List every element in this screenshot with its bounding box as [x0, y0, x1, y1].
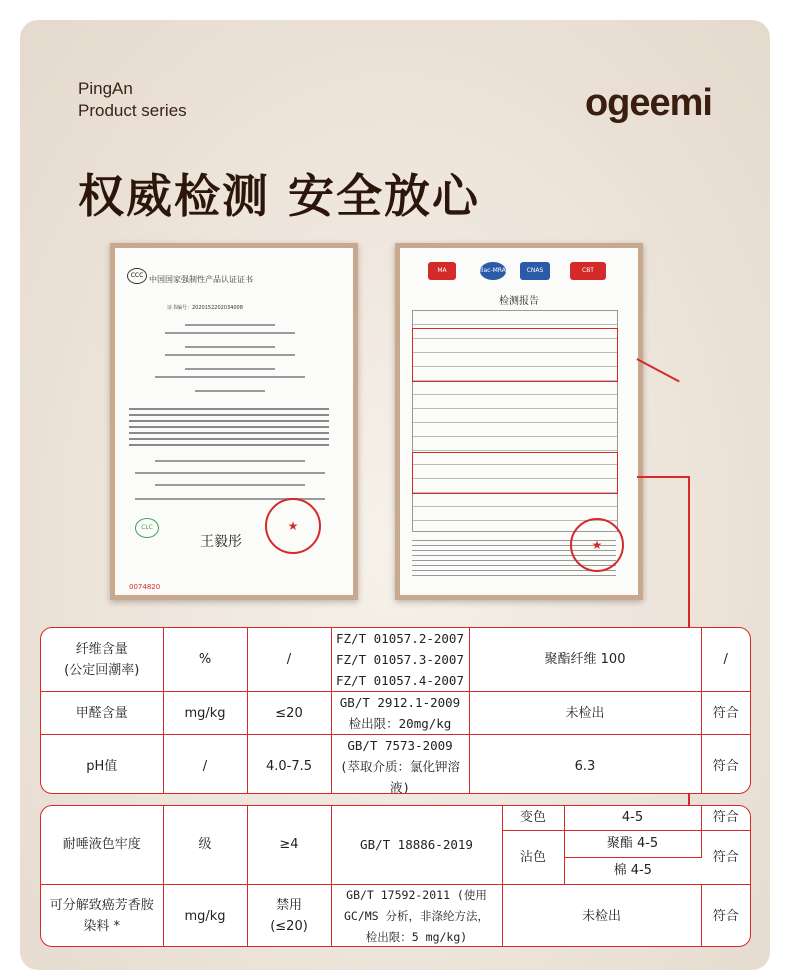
- judge-cell: 符合: [701, 830, 750, 884]
- report-frame: [395, 243, 643, 600]
- table-row: [41, 806, 750, 830]
- certificate-frame: [110, 243, 358, 600]
- text-line: [155, 484, 305, 486]
- result-cell: 聚酯 4-5: [564, 830, 701, 857]
- connector-line: [637, 476, 689, 478]
- test-results-table-2: [40, 805, 751, 947]
- test-results-table-1: [40, 627, 751, 794]
- judge-cell: 符合: [701, 735, 750, 795]
- method-cell: GB/T 18886-2019: [331, 806, 502, 884]
- certificate-title: 中国国家强制性产品认证证书: [149, 275, 253, 284]
- result-cell: 4-5: [564, 806, 701, 830]
- series-subtitle: Product series: [78, 101, 187, 120]
- text-line: [185, 346, 275, 348]
- method-cell: GB/T 7573-2009 (萃取介质：氯化钾溶液): [331, 735, 469, 795]
- limit-cell: ≤20: [247, 692, 331, 735]
- cma-logo-icon: MA: [428, 262, 456, 280]
- table-row: [41, 884, 750, 947]
- table-row: [41, 735, 750, 795]
- table-row: [41, 692, 750, 735]
- certificate-number: 证书编号：2020152202034008: [167, 305, 243, 311]
- limit-cell: 4.0-7.5: [247, 735, 331, 795]
- clc-logo-icon: CLC: [135, 518, 159, 538]
- judge-cell: 符合: [701, 692, 750, 735]
- highlight-box: [412, 328, 618, 382]
- brand-logo: ogeemi: [584, 82, 712, 124]
- page-headline: 权威检测 安全放心: [78, 169, 481, 223]
- limit-cell: /: [247, 628, 331, 692]
- text-line: [165, 354, 295, 356]
- text-line: [165, 332, 295, 334]
- certificate-serial: 0074820: [129, 583, 161, 591]
- official-seal-icon: [265, 498, 321, 554]
- method-cell: GB/T 17592-2011 (使用 GC/MS 分析，非涤纶方法， 检出限：5 mg/kg): [331, 884, 502, 947]
- unit-cell: mg/kg: [163, 692, 247, 735]
- text-line: [135, 472, 325, 474]
- signature: 王毅彤: [200, 534, 242, 550]
- result-cell: 未检出: [502, 884, 701, 947]
- result-cell: 聚酯纤维 100: [469, 628, 701, 692]
- judge-cell: 符合: [701, 806, 750, 830]
- table-row: [41, 628, 750, 692]
- test-seal-icon: [570, 518, 624, 572]
- report-paper: [400, 248, 638, 595]
- cbt-logo-icon: CBT: [570, 262, 606, 280]
- unit-cell: 级: [163, 806, 247, 884]
- item-cell: pH值: [41, 735, 163, 795]
- ilac-logo-icon: ilac-MRA: [480, 262, 506, 280]
- model-list-block: [129, 408, 329, 448]
- result-cell: 6.3: [469, 735, 701, 795]
- method-cell: GB/T 2912.1-2009 检出限：20mg/kg: [331, 692, 469, 735]
- accreditation-logos: [420, 262, 620, 284]
- result-cell: 未检出: [469, 692, 701, 735]
- judge-cell: 符合: [712, 908, 739, 924]
- sub-item-cell: 沾色: [502, 830, 564, 884]
- item-cell: 耐唾液色牢度: [41, 806, 163, 884]
- method-cell: FZ/T 01057.2-2007 FZ/T 01057.3-2007 FZ/T 01057.4-2007: [331, 628, 469, 692]
- series-label: [78, 78, 187, 122]
- unit-cell: /: [163, 735, 247, 795]
- limit-cell: ≥4: [247, 806, 331, 884]
- text-line: [155, 460, 305, 462]
- limit-cell: 禁用 (≤20): [247, 884, 331, 947]
- sub-item-cell: 变色: [502, 806, 564, 830]
- text-line: [185, 368, 275, 370]
- item-cell: 纤维含量 (公定回潮率): [41, 628, 163, 692]
- unit-cell: mg/kg: [163, 884, 247, 947]
- cnas-logo-icon: CNAS: [520, 262, 550, 280]
- ccc-logo-icon: CCC: [127, 268, 147, 284]
- judge-cell: /: [701, 628, 750, 692]
- series-name: PingAn: [78, 79, 133, 98]
- text-line: [155, 376, 305, 378]
- text-line: [185, 324, 275, 326]
- result-cell: 棉 4-5: [564, 857, 701, 884]
- highlight-box: [412, 452, 618, 494]
- unit-cell: %: [163, 628, 247, 692]
- text-line: [195, 390, 265, 392]
- item-cell: 甲醛含量: [41, 692, 163, 735]
- certificate-paper: [115, 248, 353, 595]
- report-title: 检测报告: [499, 296, 539, 307]
- item-cell: 可分解致癌芳香胺 染料 *: [41, 884, 163, 947]
